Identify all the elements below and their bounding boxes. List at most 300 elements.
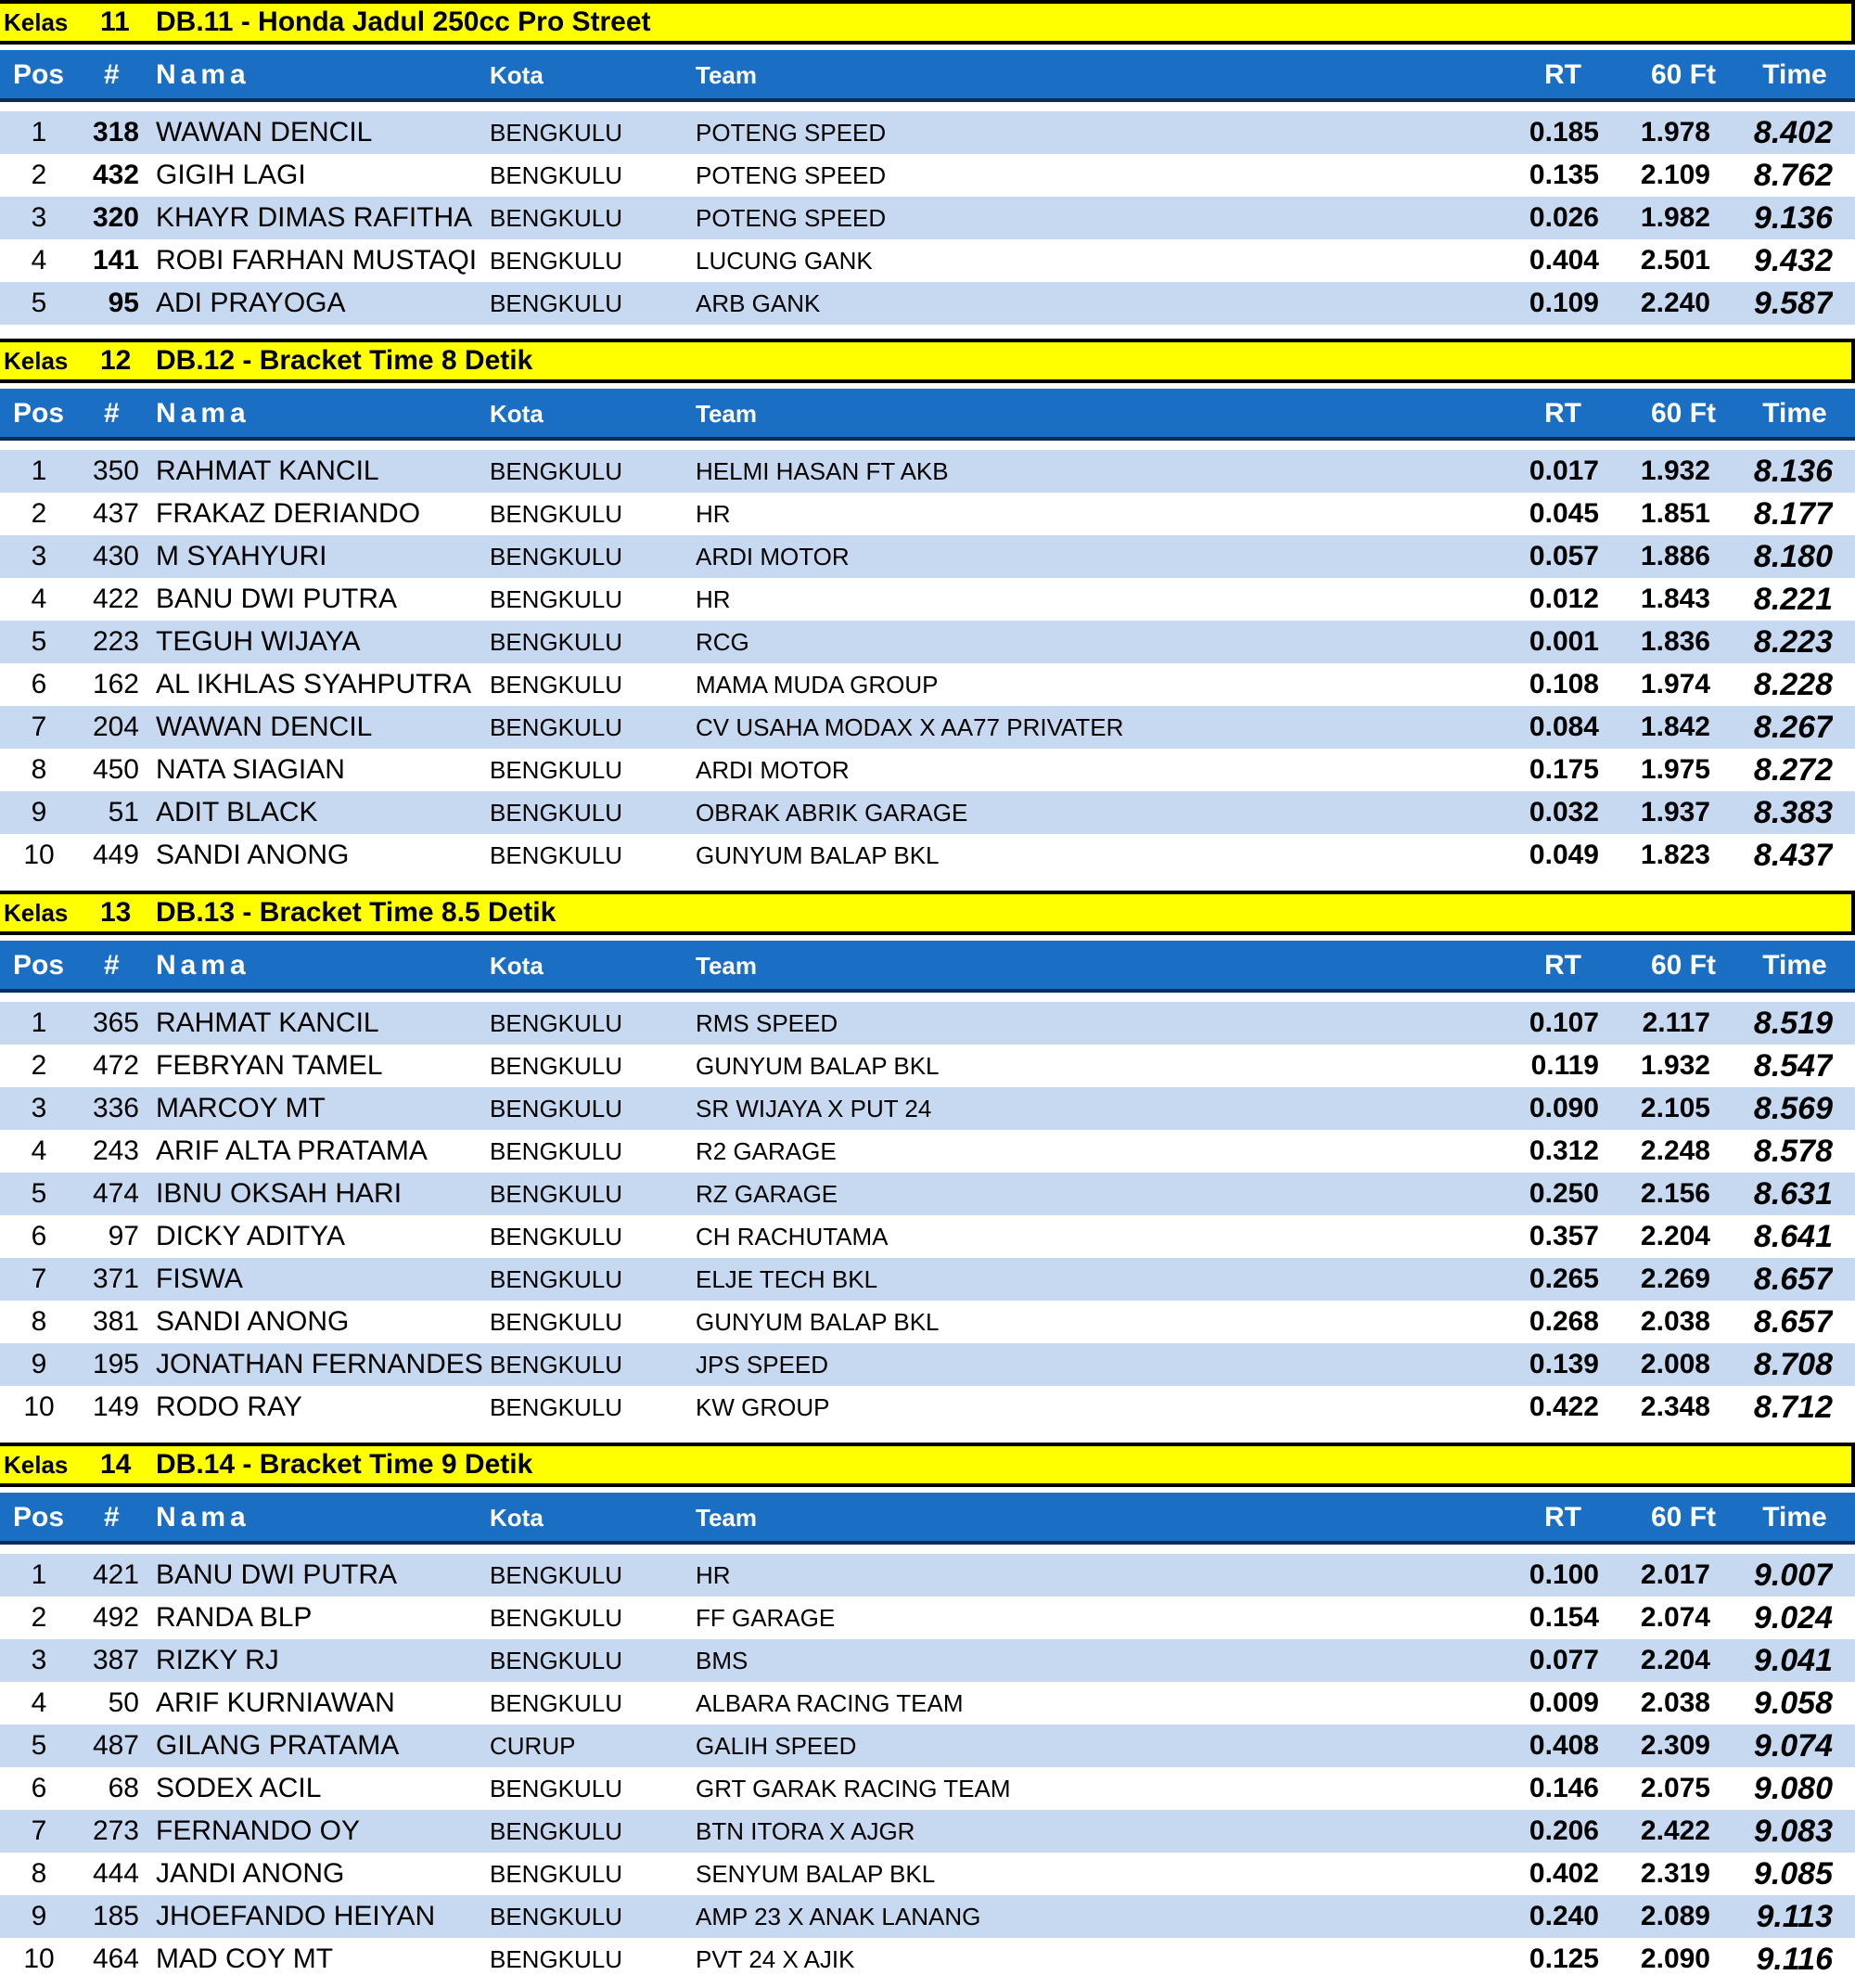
row-time: 8.547: [1753, 1048, 1833, 1084]
row-pos: 2: [31, 1050, 47, 1081]
row-name: JONATHAN FERNANDES: [156, 1349, 483, 1379]
row-team: ARDI MOTOR: [696, 756, 850, 784]
row-name: GIGIH LAGI: [156, 160, 306, 190]
row-60ft: 2.204: [1640, 1645, 1710, 1675]
row-time: 8.641: [1753, 1219, 1833, 1254]
row-pos: 8: [31, 1306, 47, 1337]
row-pos: 2: [31, 1602, 47, 1633]
header-kota: Kota: [490, 1504, 544, 1532]
column-header: [0, 1493, 1855, 1545]
table-row: [0, 1002, 1855, 1045]
class-number: 11: [100, 6, 130, 37]
row-pos: 5: [31, 1730, 47, 1761]
row-kota: BENGKULU: [490, 1223, 623, 1251]
row-number: 141: [92, 245, 139, 276]
row-rt: 0.206: [1529, 1815, 1599, 1846]
row-number: 243: [92, 1135, 139, 1166]
table-row: [0, 1173, 1855, 1215]
row-name: SANDI ANONG: [156, 1306, 350, 1337]
row-rt: 0.109: [1529, 288, 1599, 318]
row-time: 9.080: [1753, 1771, 1833, 1806]
row-time: 9.136: [1753, 200, 1833, 236]
row-kota: CURUP: [490, 1732, 576, 1760]
row-kota: BENGKULU: [490, 1137, 623, 1165]
kelas-label: Kelas: [4, 8, 69, 36]
row-rt: 0.146: [1529, 1773, 1599, 1803]
row-team: HR: [696, 500, 731, 528]
row-time: 8.631: [1753, 1176, 1833, 1212]
row-rt: 0.402: [1529, 1858, 1599, 1889]
row-name: BANU DWI PUTRA: [156, 584, 398, 614]
header-rt: RT: [1544, 398, 1581, 429]
row-number: 320: [92, 202, 139, 233]
row-kota: BENGKULU: [490, 1052, 623, 1080]
header-number: #: [104, 950, 120, 981]
row-number: 492: [92, 1602, 139, 1633]
row-name: ARIF KURNIAWAN: [156, 1687, 395, 1718]
row-name: TEGUH WIJAYA: [156, 626, 361, 657]
row-rt: 0.408: [1529, 1730, 1599, 1761]
row-time: 8.223: [1753, 624, 1833, 660]
row-number: 444: [92, 1858, 139, 1889]
row-pos: 5: [31, 626, 47, 657]
row-rt: 0.250: [1529, 1178, 1599, 1209]
row-kota: BENGKULU: [490, 1095, 623, 1122]
row-number: 162: [92, 669, 139, 699]
row-team: POTENG SPEED: [696, 119, 887, 147]
row-pos: 3: [31, 1645, 47, 1675]
row-number: 387: [92, 1645, 139, 1675]
row-pos: 4: [31, 584, 47, 614]
row-60ft: 2.017: [1640, 1559, 1710, 1590]
row-60ft: 1.886: [1640, 541, 1710, 571]
row-team: GUNYUM BALAP BKL: [696, 1052, 940, 1080]
row-number: 68: [108, 1773, 139, 1803]
row-rt: 0.090: [1529, 1093, 1599, 1123]
row-name: WAWAN DENCIL: [156, 712, 373, 742]
row-pos: 2: [31, 160, 47, 190]
class-section: [0, 0, 1855, 325]
row-pos: 3: [31, 202, 47, 233]
row-60ft: 1.982: [1640, 202, 1710, 233]
row-60ft: 2.422: [1640, 1815, 1710, 1846]
row-60ft: 1.975: [1640, 754, 1710, 785]
row-name: JANDI ANONG: [156, 1858, 345, 1889]
row-number: 472: [92, 1050, 139, 1081]
row-60ft: 2.501: [1640, 245, 1710, 276]
row-name: FEBRYAN TAMEL: [156, 1050, 383, 1081]
row-kota: BENGKULU: [490, 1903, 623, 1930]
row-pos: 9: [31, 1901, 47, 1931]
row-kota: BENGKULU: [490, 457, 623, 485]
row-rt: 0.107: [1529, 1007, 1599, 1038]
row-number: 273: [92, 1815, 139, 1846]
row-name: JHOEFANDO HEIYAN: [156, 1901, 436, 1931]
table-row: [0, 1258, 1855, 1301]
row-number: 371: [92, 1263, 139, 1294]
row-rt: 0.139: [1529, 1349, 1599, 1379]
row-name: KHAYR DIMAS RAFITHA: [156, 202, 473, 233]
row-kota: BENGKULU: [490, 1351, 623, 1379]
row-60ft: 2.089: [1640, 1901, 1710, 1931]
row-pos: 9: [31, 1349, 47, 1379]
class-section: [0, 891, 1855, 1429]
row-number: 95: [108, 288, 139, 318]
row-number: 487: [92, 1730, 139, 1761]
table-row: [0, 749, 1855, 791]
class-title-bar: [0, 891, 1855, 935]
row-name: SANDI ANONG: [156, 840, 350, 870]
row-time: 8.762: [1753, 158, 1833, 193]
class-title-bar: [0, 339, 1855, 383]
row-name: SODEX ACIL: [156, 1773, 322, 1803]
row-time: 8.228: [1753, 667, 1833, 702]
header-nama: Nama: [156, 1502, 250, 1533]
row-number: 149: [92, 1392, 139, 1422]
row-60ft: 2.090: [1640, 1943, 1710, 1974]
row-60ft: 2.074: [1640, 1602, 1710, 1633]
row-rt: 0.026: [1529, 202, 1599, 233]
header-rt: RT: [1544, 59, 1581, 90]
row-name: NATA SIAGIAN: [156, 754, 345, 785]
result-rows: [0, 1554, 1855, 1981]
row-team: ELJE TECH BKL: [696, 1265, 878, 1293]
row-pos: 10: [23, 1392, 55, 1422]
row-kota: BENGKULU: [490, 1308, 623, 1336]
row-kota: BENGKULU: [490, 1604, 623, 1632]
row-number: 336: [92, 1093, 139, 1123]
row-team: RCG: [696, 628, 749, 656]
row-name: MAD COY MT: [156, 1943, 334, 1974]
row-name: AL IKHLAS SYAHPUTRA: [156, 669, 472, 699]
row-kota: BENGKULU: [490, 799, 623, 827]
row-rt: 0.422: [1529, 1392, 1599, 1422]
header-kota: Kota: [490, 400, 544, 428]
table-row: [0, 197, 1855, 239]
row-kota: BENGKULU: [490, 1945, 623, 1973]
row-number: 450: [92, 754, 139, 785]
row-name: RIZKY RJ: [156, 1645, 279, 1675]
header-pos: Pos: [13, 398, 65, 429]
row-pos: 8: [31, 754, 47, 785]
row-kota: BENGKULU: [490, 628, 623, 656]
row-rt: 0.045: [1529, 498, 1599, 529]
table-row: [0, 1386, 1855, 1429]
header-time: Time: [1762, 1502, 1827, 1533]
header-number: #: [104, 59, 120, 90]
row-time: 9.007: [1753, 1558, 1833, 1593]
table-row: [0, 1130, 1855, 1173]
row-name: WAWAN DENCIL: [156, 117, 373, 147]
header-number: #: [104, 398, 120, 429]
class-name: DB.13 - Bracket Time 8.5 Detik: [156, 897, 556, 928]
row-team: RZ GARAGE: [696, 1180, 838, 1208]
row-number: 421: [92, 1559, 139, 1590]
table-row: [0, 535, 1855, 578]
row-rt: 0.017: [1529, 455, 1599, 486]
row-kota: BENGKULU: [490, 161, 623, 189]
table-row: [0, 493, 1855, 535]
row-rt: 0.032: [1529, 797, 1599, 827]
header-60ft: 60 Ft: [1650, 950, 1717, 981]
column-header: [0, 941, 1855, 993]
table-row: [0, 1853, 1855, 1895]
table-row: [0, 791, 1855, 834]
row-60ft: 1.932: [1640, 1050, 1710, 1081]
row-60ft: 1.978: [1640, 117, 1710, 147]
row-kota: BENGKULU: [490, 500, 623, 528]
row-time: 9.085: [1753, 1856, 1833, 1892]
row-kota: BENGKULU: [490, 1561, 623, 1589]
row-60ft: 2.109: [1640, 160, 1710, 190]
row-pos: 1: [31, 117, 47, 147]
table-row: [0, 239, 1855, 282]
row-number: 432: [92, 160, 139, 190]
class-title-bar: [0, 0, 1855, 45]
row-team: HELMI HASAN FT AKB: [696, 457, 949, 485]
column-header: [0, 389, 1855, 441]
row-name: IBNU OKSAH HARI: [156, 1178, 403, 1209]
row-pos: 3: [31, 541, 47, 571]
row-kota: BENGKULU: [490, 671, 623, 699]
row-time: 8.569: [1753, 1091, 1833, 1126]
kelas-label: Kelas: [4, 347, 69, 375]
row-rt: 0.077: [1529, 1645, 1599, 1675]
row-name: BANU DWI PUTRA: [156, 1559, 398, 1590]
row-time: 8.383: [1753, 795, 1833, 830]
header-nama: Nama: [156, 59, 250, 90]
row-rt: 0.185: [1529, 117, 1599, 147]
table-row: [0, 1895, 1855, 1938]
row-name: FRAKAZ DERIANDO: [156, 498, 421, 529]
row-rt: 0.265: [1529, 1263, 1599, 1294]
row-team: KW GROUP: [696, 1393, 830, 1421]
row-60ft: 2.319: [1640, 1858, 1710, 1889]
header-pos: Pos: [13, 950, 65, 981]
row-60ft: 2.248: [1640, 1135, 1710, 1166]
header-team: Team: [696, 952, 757, 980]
row-kota: BENGKULU: [490, 204, 623, 232]
table-row: [0, 1810, 1855, 1853]
row-number: 449: [92, 840, 139, 870]
row-time: 8.578: [1753, 1134, 1833, 1169]
table-row: [0, 450, 1855, 493]
row-kota: BENGKULU: [490, 543, 623, 571]
row-number: 185: [92, 1901, 139, 1931]
row-60ft: 2.269: [1640, 1263, 1710, 1294]
row-rt: 0.154: [1529, 1602, 1599, 1633]
row-pos: 7: [31, 1815, 47, 1846]
row-pos: 10: [23, 1943, 55, 1974]
row-60ft: 2.309: [1640, 1730, 1710, 1761]
row-team: OBRAK ABRIK GARAGE: [696, 799, 968, 827]
table-row: [0, 1215, 1855, 1258]
table-row: [0, 1639, 1855, 1682]
row-time: 9.024: [1753, 1600, 1833, 1635]
table-row: [0, 1554, 1855, 1597]
column-header: [0, 50, 1855, 102]
row-rt: 0.084: [1529, 712, 1599, 742]
row-pos: 7: [31, 1263, 47, 1294]
table-row: [0, 663, 1855, 706]
table-row: [0, 1597, 1855, 1639]
row-kota: BENGKULU: [490, 1009, 623, 1037]
row-kota: BENGKULU: [490, 1689, 623, 1717]
kelas-label: Kelas: [4, 1451, 69, 1479]
row-number: 381: [92, 1306, 139, 1337]
row-team: POTENG SPEED: [696, 161, 887, 189]
row-team: CV USAHA MODAX X AA77 PRIVATER: [696, 713, 1124, 741]
row-time: 9.116: [1756, 1942, 1833, 1977]
row-team: PVT 24 X AJIK: [696, 1945, 855, 1973]
table-row: [0, 1343, 1855, 1386]
row-name: RANDA BLP: [156, 1602, 313, 1633]
row-kota: BENGKULU: [490, 585, 623, 613]
row-rt: 0.001: [1529, 626, 1599, 657]
row-number: 365: [92, 1007, 139, 1038]
row-name: FISWA: [156, 1263, 243, 1294]
row-team: R2 GARAGE: [696, 1137, 837, 1165]
result-rows: [0, 450, 1855, 877]
row-rt: 0.175: [1529, 754, 1599, 785]
table-row: [0, 1682, 1855, 1725]
row-kota: BENGKULU: [490, 1265, 623, 1293]
row-60ft: 2.075: [1640, 1773, 1710, 1803]
row-pos: 5: [31, 288, 47, 318]
row-rt: 0.049: [1529, 840, 1599, 870]
row-number: 50: [108, 1687, 139, 1718]
row-time: 8.180: [1753, 539, 1833, 574]
row-team: GALIH SPEED: [696, 1732, 857, 1760]
table-row: [0, 154, 1855, 197]
row-time: 9.113: [1756, 1899, 1833, 1934]
header-team: Team: [696, 400, 757, 428]
row-rt: 0.404: [1529, 245, 1599, 276]
row-pos: 1: [31, 455, 47, 486]
row-team: ALBARA RACING TEAM: [696, 1689, 964, 1717]
row-pos: 4: [31, 1135, 47, 1166]
row-time: 9.587: [1753, 286, 1833, 321]
row-time: 8.136: [1753, 454, 1833, 489]
row-kota: BENGKULU: [490, 1860, 623, 1888]
row-rt: 0.135: [1529, 160, 1599, 190]
row-rt: 0.125: [1529, 1943, 1599, 1974]
table-row: [0, 834, 1855, 877]
row-number: 318: [92, 117, 139, 147]
row-kota: BENGKULU: [490, 1775, 623, 1802]
row-time: 9.432: [1753, 243, 1833, 278]
row-time: 9.041: [1753, 1643, 1833, 1678]
row-time: 8.657: [1753, 1304, 1833, 1340]
row-rt: 0.312: [1529, 1135, 1599, 1166]
row-60ft: 1.932: [1640, 455, 1710, 486]
row-team: BMS: [696, 1647, 748, 1674]
row-kota: BENGKULU: [490, 713, 623, 741]
row-kota: BENGKULU: [490, 756, 623, 784]
row-60ft: 1.823: [1640, 840, 1710, 870]
row-60ft: 2.204: [1640, 1221, 1710, 1251]
row-team: HR: [696, 585, 731, 613]
row-pos: 5: [31, 1178, 47, 1209]
table-row: [0, 706, 1855, 749]
row-team: CH RACHUTAMA: [696, 1223, 889, 1251]
header-60ft: 60 Ft: [1650, 1502, 1717, 1533]
row-60ft: 2.038: [1640, 1687, 1710, 1718]
row-team: JPS SPEED: [696, 1351, 829, 1379]
row-team: HR: [696, 1561, 731, 1589]
row-team: POTENG SPEED: [696, 204, 887, 232]
row-pos: 9: [31, 797, 47, 827]
row-rt: 0.240: [1529, 1901, 1599, 1931]
row-kota: BENGKULU: [490, 1647, 623, 1674]
row-60ft: 1.974: [1640, 669, 1710, 699]
row-name: ROBI FARHAN MUSTAQI: [156, 245, 478, 276]
class-section: [0, 339, 1855, 877]
header-pos: Pos: [13, 59, 65, 90]
row-rt: 0.100: [1529, 1559, 1599, 1590]
row-number: 422: [92, 584, 139, 614]
row-rt: 0.119: [1530, 1050, 1599, 1081]
row-pos: 7: [31, 712, 47, 742]
class-section: [0, 1443, 1855, 1981]
row-name: DICKY ADITYA: [156, 1221, 345, 1251]
row-name: RODO RAY: [156, 1392, 302, 1422]
header-team: Team: [696, 1504, 757, 1532]
row-rt: 0.009: [1529, 1687, 1599, 1718]
header-time: Time: [1762, 398, 1827, 429]
row-time: 8.221: [1753, 582, 1833, 617]
row-time: 8.402: [1753, 115, 1833, 150]
row-number: 474: [92, 1178, 139, 1209]
header-team: Team: [696, 61, 757, 89]
row-number: 350: [92, 455, 139, 486]
row-kota: BENGKULU: [490, 841, 623, 869]
row-number: 195: [92, 1349, 139, 1379]
table-row: [0, 282, 1855, 325]
row-time: 8.657: [1753, 1262, 1833, 1297]
row-time: 8.712: [1753, 1390, 1833, 1425]
row-pos: 4: [31, 245, 47, 276]
row-time: 9.058: [1753, 1686, 1833, 1721]
row-team: MAMA MUDA GROUP: [696, 671, 939, 699]
row-name: ADI PRAYOGA: [156, 288, 346, 318]
row-name: FERNANDO OY: [156, 1815, 361, 1846]
row-pos: 2: [31, 498, 47, 529]
header-rt: RT: [1544, 1502, 1581, 1533]
table-row: [0, 1045, 1855, 1087]
row-name: MARCOY MT: [156, 1093, 326, 1123]
row-pos: 10: [23, 840, 55, 870]
header-pos: Pos: [13, 1502, 65, 1533]
row-pos: 8: [31, 1858, 47, 1889]
row-team: GUNYUM BALAP BKL: [696, 1308, 940, 1336]
row-60ft: 2.240: [1640, 288, 1710, 318]
table-row: [0, 1767, 1855, 1810]
row-number: 204: [92, 712, 139, 742]
row-time: 9.074: [1753, 1728, 1833, 1764]
row-number: 464: [92, 1943, 139, 1974]
row-team: AMP 23 X ANAK LANANG: [696, 1903, 981, 1930]
row-time: 9.083: [1753, 1814, 1833, 1849]
row-pos: 1: [31, 1007, 47, 1038]
row-name: ADIT BLACK: [156, 797, 318, 827]
header-60ft: 60 Ft: [1650, 59, 1717, 90]
row-kota: BENGKULU: [490, 1393, 623, 1421]
row-rt: 0.012: [1529, 584, 1599, 614]
row-pos: 6: [31, 1773, 47, 1803]
row-time: 8.708: [1753, 1347, 1833, 1382]
row-number: 430: [92, 541, 139, 571]
